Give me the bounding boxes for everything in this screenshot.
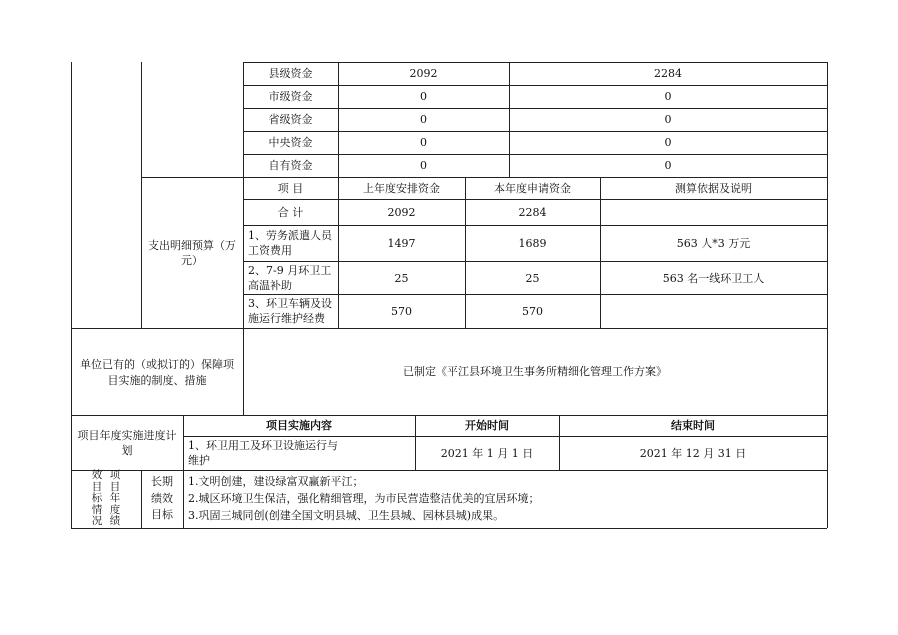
schedule-header-start: 开始时间 (465, 419, 509, 432)
grid-line (141, 62, 142, 328)
performance-item: 1.文明创建，建设绿富双赢新平江； (188, 475, 364, 488)
detail-total-prev: 2092 (387, 206, 416, 219)
detail-row-prev: 25 (394, 272, 409, 285)
grid-line (243, 62, 827, 63)
grid-line (183, 436, 827, 437)
fund-label-central: 中央资金 (268, 136, 313, 149)
detail-row-note: 563 人*3 万元 (676, 237, 751, 250)
fund-curr-city: 0 (664, 90, 672, 103)
fund-prev-city: 0 (420, 90, 427, 103)
table-border-left (71, 62, 72, 528)
table-border-right (827, 62, 828, 528)
schedule-label-line2: 划 (121, 444, 133, 457)
grid-line (183, 470, 184, 528)
detail-row-label: 1、劳务派遣人员 (248, 229, 332, 242)
detail-row-curr: 570 (522, 305, 543, 318)
fund-label-city: 市级资金 (268, 90, 313, 103)
grid-line (71, 328, 827, 329)
performance-vertical-label: 项 目 年 度 绩 (109, 469, 121, 527)
fund-prev-province: 0 (420, 113, 427, 126)
schedule-row-end: 2021 年 12 月 31 日 (639, 447, 747, 460)
performance-vertical-label: 效 目 标 情 况 (91, 469, 103, 527)
schedule-header-end: 结束时间 (671, 419, 715, 432)
detail-row-curr: 1689 (518, 237, 547, 250)
detail-row-label-cont: 施运行维护经费 (248, 312, 325, 325)
detail-title-line2: 元） (181, 254, 203, 267)
schedule-header-content: 项目实施内容 (266, 419, 332, 432)
detail-header-item: 项 目 (277, 182, 304, 195)
grid-line (243, 199, 827, 200)
detail-row-prev: 570 (391, 305, 412, 318)
fund-curr-own: 0 (664, 159, 672, 172)
grid-line (243, 85, 827, 86)
schedule-row-content: 1、环卫用工及环卫设施运行与 (188, 439, 338, 452)
performance-item: 2.城区环境卫生保洁，强化精细管理，为市民营造整洁优美的宜居环境； (188, 492, 540, 505)
detail-row-label: 2、7-9 月环卫工 (248, 264, 332, 277)
fund-prev-own: 0 (420, 159, 427, 172)
schedule-row-content-cont: 维护 (188, 454, 210, 467)
grid-line (243, 294, 827, 295)
measures-label-line2: 目实施的制度、措施 (107, 374, 207, 387)
fund-curr-province: 0 (664, 113, 672, 126)
fund-curr-central: 0 (664, 136, 672, 149)
grid-line (71, 528, 827, 529)
fund-label-own: 自有资金 (268, 159, 313, 172)
schedule-label-line1: 项目年度实施进度计 (77, 429, 177, 442)
detail-row-curr: 25 (525, 272, 540, 285)
detail-title-line1: 支出明细预算（万 (148, 239, 236, 252)
detail-total-curr: 2284 (518, 206, 547, 219)
fund-prev-county: 2092 (409, 67, 438, 80)
performance-item: 3.巩固三城同创(创建全国文明县城、卫生县城、园林县城)成果。 (188, 509, 505, 522)
grid-line (71, 415, 827, 416)
grid-line (243, 261, 827, 262)
detail-header-prev: 上年度安排资金 (363, 182, 440, 195)
fund-curr-county: 2284 (654, 67, 682, 80)
schedule-row-start: 2021 年 1 月 1 日 (440, 447, 534, 460)
grid-line (243, 225, 827, 226)
fund-label-province: 省级资金 (268, 113, 313, 126)
detail-row-note: 563 名一线环卫工人 (662, 272, 765, 285)
measures-label-line1: 单位已有的（或拟订的）保障项 (80, 358, 234, 371)
detail-total-label: 合 计 (277, 206, 304, 219)
performance-sub-label: 长期 绩效 目标 (151, 475, 173, 521)
grid-line (71, 470, 827, 471)
detail-row-prev: 1497 (387, 237, 416, 250)
detail-header-curr: 本年度申请资金 (494, 182, 571, 195)
grid-line (141, 177, 827, 178)
measures-value: 已制定《平江县环境卫生事务所精细化管理工作方案》 (403, 365, 667, 378)
grid-line (243, 154, 827, 155)
grid-line (243, 131, 827, 132)
detail-row-label-cont: 工资费用 (248, 244, 292, 257)
detail-header-note: 测算依据及说明 (675, 182, 752, 195)
grid-line (600, 177, 601, 328)
fund-label-county: 县级资金 (268, 67, 313, 80)
grid-line (243, 108, 827, 109)
fund-prev-central: 0 (420, 136, 427, 149)
detail-row-label-cont: 高温补助 (248, 279, 292, 292)
detail-row-label: 3、环卫车辆及设 (248, 297, 332, 310)
